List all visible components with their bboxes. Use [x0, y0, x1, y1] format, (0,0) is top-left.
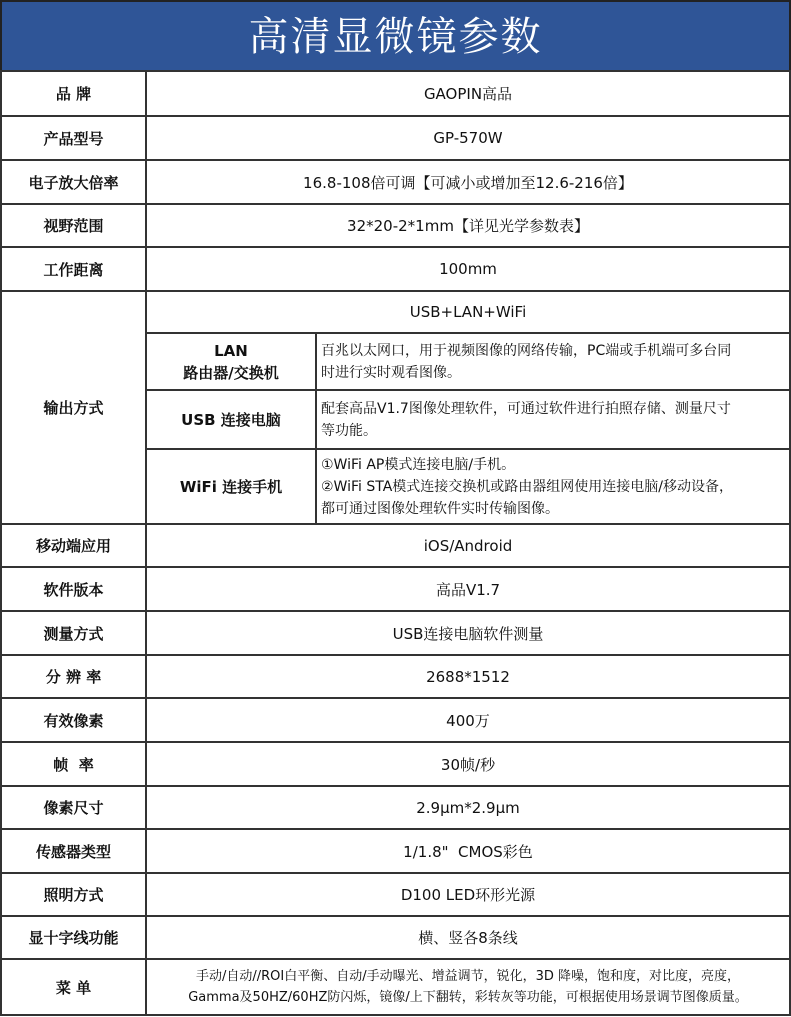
table-row — [1, 916, 790, 959]
spec-key: 产品型号 — [1, 116, 146, 160]
spec-value: 400万 — [146, 698, 790, 742]
spec-value — [146, 959, 790, 1015]
table-row — [1, 611, 790, 655]
table-row — [1, 655, 790, 698]
spec-key: 品 牌 — [1, 71, 146, 116]
spec-value: 1/1.8" CMOS彩色 — [146, 829, 790, 873]
table-row — [1, 959, 790, 1015]
spec-table — [0, 70, 791, 1016]
table-row — [1, 742, 790, 786]
table-row — [1, 160, 790, 204]
table-row — [1, 698, 790, 742]
table-row — [1, 71, 790, 116]
spec-key: 有效像素 — [1, 698, 146, 742]
page-title: 高清显微镜参数 — [0, 0, 791, 70]
spec-key: 帧 率 — [1, 742, 146, 786]
output-desc — [316, 390, 790, 449]
spec-value: 横、竖各8条线 — [146, 916, 790, 959]
spec-value: 16.8-108倍可调【可减小或增加至12.6-216倍】 — [146, 160, 790, 204]
output-desc — [316, 449, 790, 524]
spec-value: D100 LED环形光源 — [146, 873, 790, 916]
menu-line: Gamma及50HZ/60HZ防闪烁，镜像/上下翻转，彩转灰等功能，可根据使用场景调节图像质量。 — [188, 990, 748, 1005]
desc-line: ②WiFi STA模式连接交换机或路由器组网使用连接电脑/移动设备， — [321, 478, 733, 495]
table-row — [1, 204, 790, 247]
output-name-line: LAN — [214, 341, 248, 360]
spec-key: 工作距离 — [1, 247, 146, 291]
spec-key: 传感器类型 — [1, 829, 146, 873]
desc-line: 百兆以太网口，用于视频图像的网络传输，PC端或手机端可多台同 — [321, 342, 732, 359]
spec-key: 电子放大倍率 — [1, 160, 146, 204]
desc-line: 配套高品V1.7图像处理软件，可通过软件进行拍照存储、测量尺寸 — [321, 400, 731, 417]
spec-key: 分 辨 率 — [1, 655, 146, 698]
spec-key: 显十字线功能 — [1, 916, 146, 959]
spec-key: 测量方式 — [1, 611, 146, 655]
spec-key: 视野范围 — [1, 204, 146, 247]
spec-value: 高品V1.7 — [146, 567, 790, 611]
table-row — [1, 291, 790, 333]
spec-value: iOS/Android — [146, 524, 790, 567]
spec-key: 软件版本 — [1, 567, 146, 611]
spec-value: 32*20-2*1mm【详见光学参数表】 — [146, 204, 790, 247]
spec-value: USB+LAN+WiFi — [146, 291, 790, 333]
spec-value: GAOPIN高品 — [146, 71, 790, 116]
spec-value: 100mm — [146, 247, 790, 291]
table-row — [1, 786, 790, 829]
output-name: USB 连接电脑 — [146, 390, 316, 449]
spec-value: 2.9μm*2.9μm — [146, 786, 790, 829]
desc-line: 都可通过图像处理软件实时传输图像。 — [321, 500, 559, 517]
desc-line: ①WiFi AP模式连接电脑/手机。 — [321, 456, 516, 473]
menu-line: 手动/自动//ROI白平衡、自动/手动曝光、增益调节，锐化，3D 降噪，饱和度，对比度，亮度， — [195, 969, 741, 984]
spec-key: 移动端应用 — [1, 524, 146, 567]
spec-value: USB连接电脑软件测量 — [146, 611, 790, 655]
table-row — [1, 116, 790, 160]
output-name: WiFi 连接手机 — [146, 449, 316, 524]
table-row — [1, 247, 790, 291]
table-row — [1, 524, 790, 567]
table-row — [1, 873, 790, 916]
table-row — [1, 567, 790, 611]
spec-value: 2688*1512 — [146, 655, 790, 698]
spec-value: GP-570W — [146, 116, 790, 160]
output-desc — [316, 333, 790, 390]
spec-key: 照明方式 — [1, 873, 146, 916]
desc-line: 等功能。 — [321, 422, 377, 439]
spec-key: 输出方式 — [1, 291, 146, 524]
desc-line: 时进行实时观看图像。 — [321, 364, 461, 381]
spec-value: 30帧/秒 — [146, 742, 790, 786]
output-name-line: 路由器/交换机 — [183, 363, 279, 382]
spec-key: 菜 单 — [1, 959, 146, 1015]
table-row — [1, 829, 790, 873]
spec-key: 像素尺寸 — [1, 786, 146, 829]
output-name — [146, 333, 316, 390]
